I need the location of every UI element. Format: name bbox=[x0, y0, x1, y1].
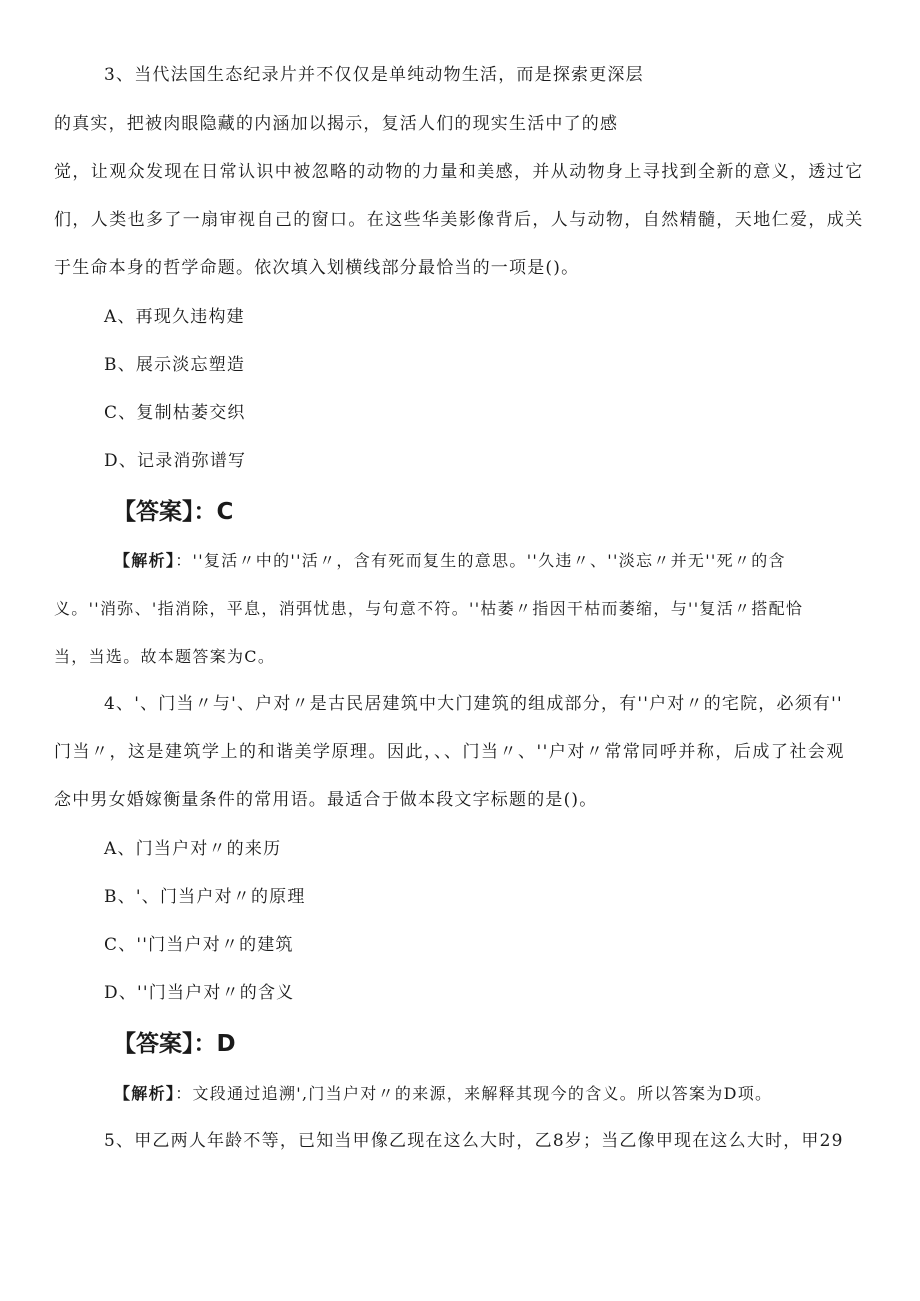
q3-option-b: B、展示淡忘塑造 bbox=[104, 355, 246, 375]
q4-option-a: A、门当户对〃的来历 bbox=[104, 839, 282, 859]
q3-answer: 【答案】：C bbox=[113, 499, 234, 525]
q4-option-b: B、'、门当户对〃的原理 bbox=[104, 887, 306, 907]
q4-line-1: 4、'、门当〃与'、户对〃是古民居建筑中大门建筑的组成部分，有''户对〃的宅院，必须有'' bbox=[104, 694, 843, 714]
q3-analysis-label: 【解析】 bbox=[114, 551, 176, 570]
q3-option-a: A、再现久违构建 bbox=[104, 307, 245, 327]
q4-line-3: 念中男女婚嫁衡量条件的常用语。最适合于做本段文字标题的是()。 bbox=[54, 790, 598, 810]
q3-line-1: 3、当代法国生态纪录片并不仅仅是单纯动物生活，而是探索更深层 bbox=[104, 65, 644, 85]
q4-analysis-text-1: ：文段通过追溯',门当户对〃的来源，来解释其现今的含义。所以答案为D项。 bbox=[175, 1084, 773, 1103]
q3-analysis-line-3: 当，当选。故本题答案为C。 bbox=[54, 647, 276, 666]
q4-analysis-label: 【解析】 bbox=[114, 1084, 176, 1103]
q3-line-2: 的真实，把被肉眼隐藏的内涵加以揭示，复活人们的现实生活中了的感 bbox=[54, 114, 619, 134]
q3-option-c: C、复制枯萎交织 bbox=[104, 403, 246, 423]
q3-line-5: 于生命本身的哲学命题。依次填入划横线部分最恰当的一项是()。 bbox=[54, 258, 580, 278]
q3-analysis-text-1: ：''复活〃中的''活〃，含有死而复生的意思。''久违〃、''淡忘〃并无''死〃的含 bbox=[175, 551, 786, 570]
q4-option-c: C、''门当户对〃的建筑 bbox=[104, 935, 294, 955]
q5-line-1: 5、甲乙两人年龄不等，已知当甲像乙现在这么大时，乙8岁；当乙像甲现在这么大时，甲29 bbox=[104, 1131, 844, 1151]
q4-line-2: 门当〃，这是建筑学上的和谐美学原理。因此，、、门当〃、''户对〃常常同呼并称，后成了社会观 bbox=[54, 742, 845, 762]
q3-analysis-line-2: 义。''消弥、'指消除，平息，消弭忧患，与句意不符。''枯萎〃指因干枯而萎缩，与''复活〃搭配恰 bbox=[54, 599, 804, 618]
q3-analysis-line-1 bbox=[114, 549, 786, 573]
q3-line-4: 们，人类也多了一扇审视自己的窗口。在这些华美影像背后，人与动物，自然精髓，天地仁爱，成关 bbox=[54, 210, 864, 230]
q3-option-d: D、记录消弥谱写 bbox=[104, 451, 247, 471]
q3-line-3: 觉，让观众发现在日常认识中被忽略的动物的力量和美感，并从动物身上寻找到全新的意义，透过它 bbox=[54, 162, 864, 182]
q4-analysis-line-1 bbox=[114, 1082, 772, 1106]
q4-answer: 【答案】：D bbox=[113, 1031, 236, 1057]
q4-option-d: D、''门当户对〃的含义 bbox=[104, 983, 295, 1003]
